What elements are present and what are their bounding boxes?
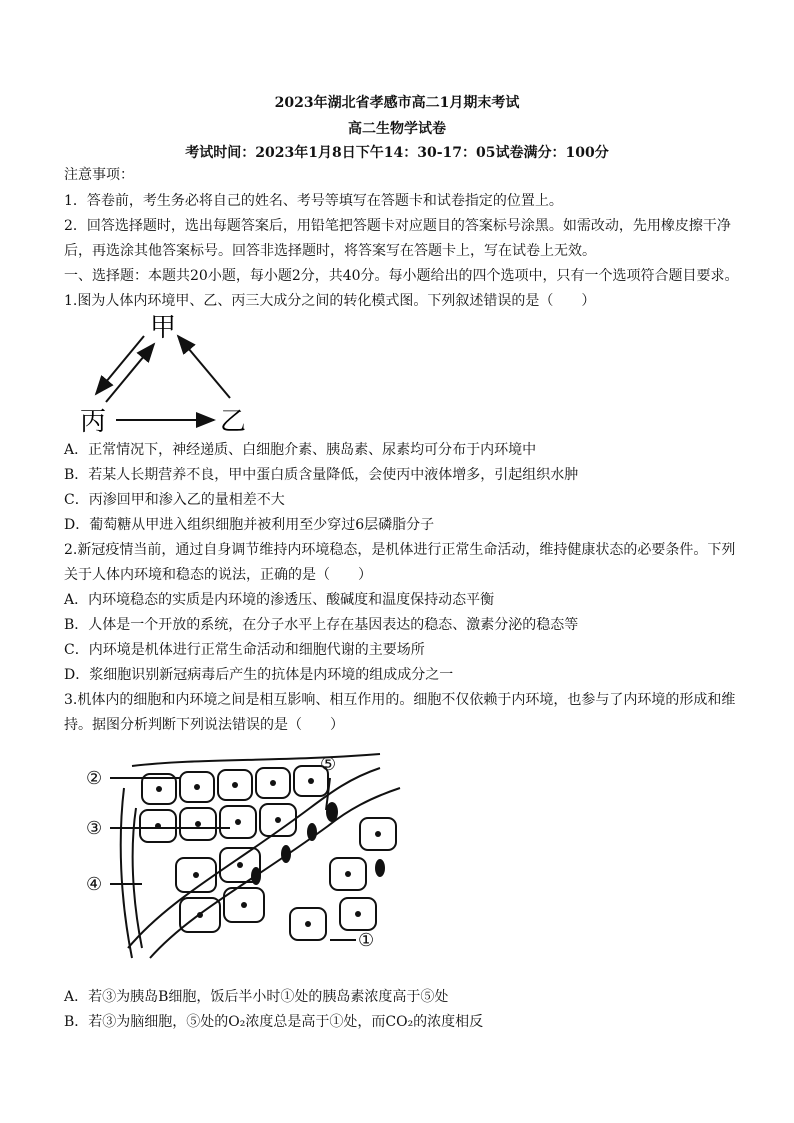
nucleus <box>235 819 241 825</box>
exam-title: 2023年湖北省孝感市高二1月期末考试 <box>274 95 520 111</box>
nucleus <box>375 831 381 837</box>
q3-stem-line1: 3.机体内的细胞和内环境之间是相互影响、相互作用的。细胞不仅依赖于内环境，也参与了内环境的形成和维 <box>64 692 736 708</box>
blood-cell <box>375 859 385 877</box>
nucleus <box>308 778 314 784</box>
blood-cell <box>281 845 291 863</box>
label-5: ⑤ <box>320 754 337 775</box>
nucleus <box>232 782 238 788</box>
nucleus <box>275 817 281 823</box>
node-bing: 丙 <box>80 407 107 437</box>
node-jia: 甲 <box>150 313 177 343</box>
q2-option-c: C．内环境是机体进行正常生命活动和细胞代谢的主要场所 <box>64 642 425 658</box>
nucleus <box>156 786 162 792</box>
q1-option-d: D．葡萄糖从甲进入组织细胞并被利用至少穿过6层磷脂分子 <box>64 517 435 533</box>
nucleus <box>241 902 247 908</box>
nucleus <box>197 912 203 918</box>
label-4: ④ <box>86 874 103 895</box>
nucleus <box>155 823 161 829</box>
nucleus <box>194 784 200 790</box>
q2-stem-line1: 2.新冠疫情当前，通过自身调节维持内环境稳态，是机体进行正常生命活动，维持健康状态的必要条件。下列 <box>64 542 736 558</box>
note-item-2-line1: 2．回答选择题时，选出每题答案后，用铅笔把答题卡对应题目的答案标号涂黑。如需改动，先用橡皮擦干净 <box>64 218 731 234</box>
label-2: ② <box>86 768 103 789</box>
exam-subtitle: 高二生物学试卷 <box>348 121 446 137</box>
q1-option-b: B．若某人长期营养不良，甲中蛋白质含量降低，会使丙中液体增多，引起组织水肿 <box>64 467 579 483</box>
nucleus <box>237 862 243 868</box>
q2-option-a: A．内环境稳态的实质是内环境的渗透压、酸碱度和温度保持动态平衡 <box>64 592 495 608</box>
q3-tissue-diagram <box>80 748 410 968</box>
nucleus <box>305 921 311 927</box>
nucleus <box>270 780 276 786</box>
nucleus <box>345 871 351 877</box>
label-3: ③ <box>86 818 103 839</box>
blood-cell <box>307 823 317 841</box>
q1-option-c: C．丙渗回甲和渗入乙的量相差不大 <box>64 492 285 508</box>
q1-option-a: A．正常情况下，神经递质、白细胞介素、胰岛素、尿素均可分布于内环境中 <box>64 442 537 458</box>
nucleus <box>193 872 199 878</box>
exam-info: 考试时间：2023年1月8日下午14：30-17：05试卷满分：100分 <box>185 145 609 161</box>
q2-option-b: B．人体是一个开放的系统，在分子水平上存在基因表达的稳态、激素分泌的稳态等 <box>64 617 579 633</box>
q2-option-d: D．浆细胞识别新冠病毒后产生的抗体是内环境的组成成分之一 <box>64 667 454 683</box>
q2-stem-line2: 关于人体内环境和稳态的说法，正确的是（ ） <box>64 567 372 583</box>
lymph-vessel <box>121 788 132 958</box>
notes-heading: 注意事项： <box>64 167 134 183</box>
section-heading: 一、选择题：本题共20小题，每小题2分，共40分。每小题给出的四个选项中，只有一个选项符合题目要求。 <box>64 268 739 284</box>
arrow-yi-to-jia <box>178 336 230 398</box>
label-1: ① <box>358 930 375 951</box>
nucleus <box>195 821 201 827</box>
note-item-2-line2: 后，再选涂其他答案标号。回答非选择题时，将答案写在答题卡上，写在试卷上无效。 <box>64 243 596 259</box>
note-item-1: 1．答卷前，考生务必将自己的姓名、考号等填写在答题卡和试卷指定的位置上。 <box>64 193 563 209</box>
node-yi: 乙 <box>220 407 247 437</box>
blood-cell <box>326 802 338 822</box>
q3-option-a: A．若③为胰岛B细胞，饭后半小时①处的胰岛素浓度高于⑤处 <box>64 989 449 1005</box>
nucleus <box>355 911 361 917</box>
q3-option-b: B．若③为脑细胞，⑤处的O₂浓度总是高于①处，而CO₂的浓度相反 <box>64 1014 484 1030</box>
q1-stem: 1.图为人体内环境甲、乙、丙三大成分之间的转化模式图。下列叙述错误的是（ ） <box>64 293 596 309</box>
blood-cell <box>251 867 261 885</box>
q3-stem-line2: 持。据图分析判断下列说法错误的是（ ） <box>64 717 344 733</box>
upper-boundary <box>132 754 380 766</box>
q1-conversion-diagram <box>70 306 260 438</box>
